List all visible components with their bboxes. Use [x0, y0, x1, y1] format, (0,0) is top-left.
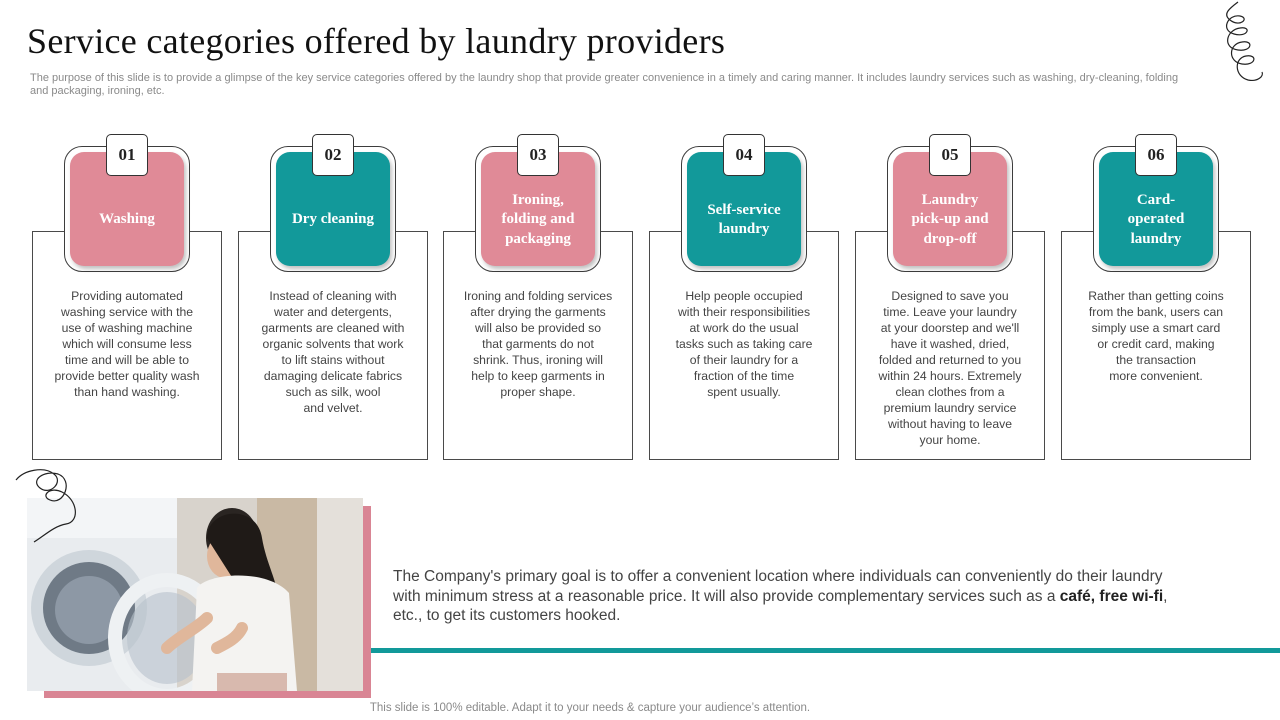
- service-description: Instead of cleaning with water and detergents, garments are cleaned with organic solvents that work to lift stains without damaging delicate fabrics such as silk, wool and velvet.: [261, 289, 405, 415]
- service-description: Help people occupied with their responsibilities at work do the usual tasks such as taking care of their laundry for a fraction of the time spent usually.: [675, 289, 813, 399]
- service-tile: Ironing, folding and packaging: [481, 152, 595, 266]
- service-number-badge: 04: [723, 134, 765, 176]
- company-goal-text: The Company's primary goal is to offer a convenient location where individuals can conveniently do their laundry with minimum stress at a reasonable price. It will also provide complementary services such as a café, free wi-fi, etc., to get its customers hooked.: [393, 568, 1168, 624]
- service-tile: Laundry pick-up and drop-off: [893, 152, 1007, 266]
- service-tile: Self-service laundry: [687, 152, 801, 266]
- decorative-swirl-icon: [1200, 0, 1270, 90]
- service-description: Designed to save you time. Leave your laundry at your doorstep and we'll have it washed, dried, folded and returned to you within 24 hours. Extremely clean clothes from a premium laundry service without having to leave your home.: [878, 289, 1022, 447]
- service-description: Ironing and folding services after drying the garments will also be provided so that garments do not shrink. Thus, ironing will help to keep garments in proper shape.: [463, 289, 613, 399]
- service-number-badge: 05: [929, 134, 971, 176]
- footer-note: This slide is 100% editable. Adapt it to your needs & capture your audience’s attention.: [369, 702, 811, 714]
- service-number-badge: 06: [1135, 134, 1177, 176]
- service-tile: Dry cleaning: [276, 152, 390, 266]
- decorative-swirl-icon: [14, 466, 94, 546]
- service-tile: Card- operated laundry: [1099, 152, 1213, 266]
- slide-title: Service categories offered by laundry providers: [27, 21, 726, 61]
- teal-divider: [371, 648, 1280, 653]
- service-description: Providing automated washing service with the use of washing machine which will consume less time and will be able to provide better quality wash than hand washing.: [54, 289, 200, 399]
- slide-subtitle: The purpose of this slide is to provide a glimpse of the key service categories offered by the laundry shop that provide greater convenience in a timely and caring manner. It includes laundry services such as washing, dry-cleaning, folding and packaging, ironing, etc.: [30, 72, 1179, 97]
- service-number-badge: 02: [312, 134, 354, 176]
- service-number-badge: 03: [517, 134, 559, 176]
- service-description: Rather than getting coins from the bank, users can simply use a smart card or credit card, making the transaction more convenient.: [1088, 289, 1224, 383]
- service-number-badge: 01: [106, 134, 148, 176]
- service-tile: Washing: [70, 152, 184, 266]
